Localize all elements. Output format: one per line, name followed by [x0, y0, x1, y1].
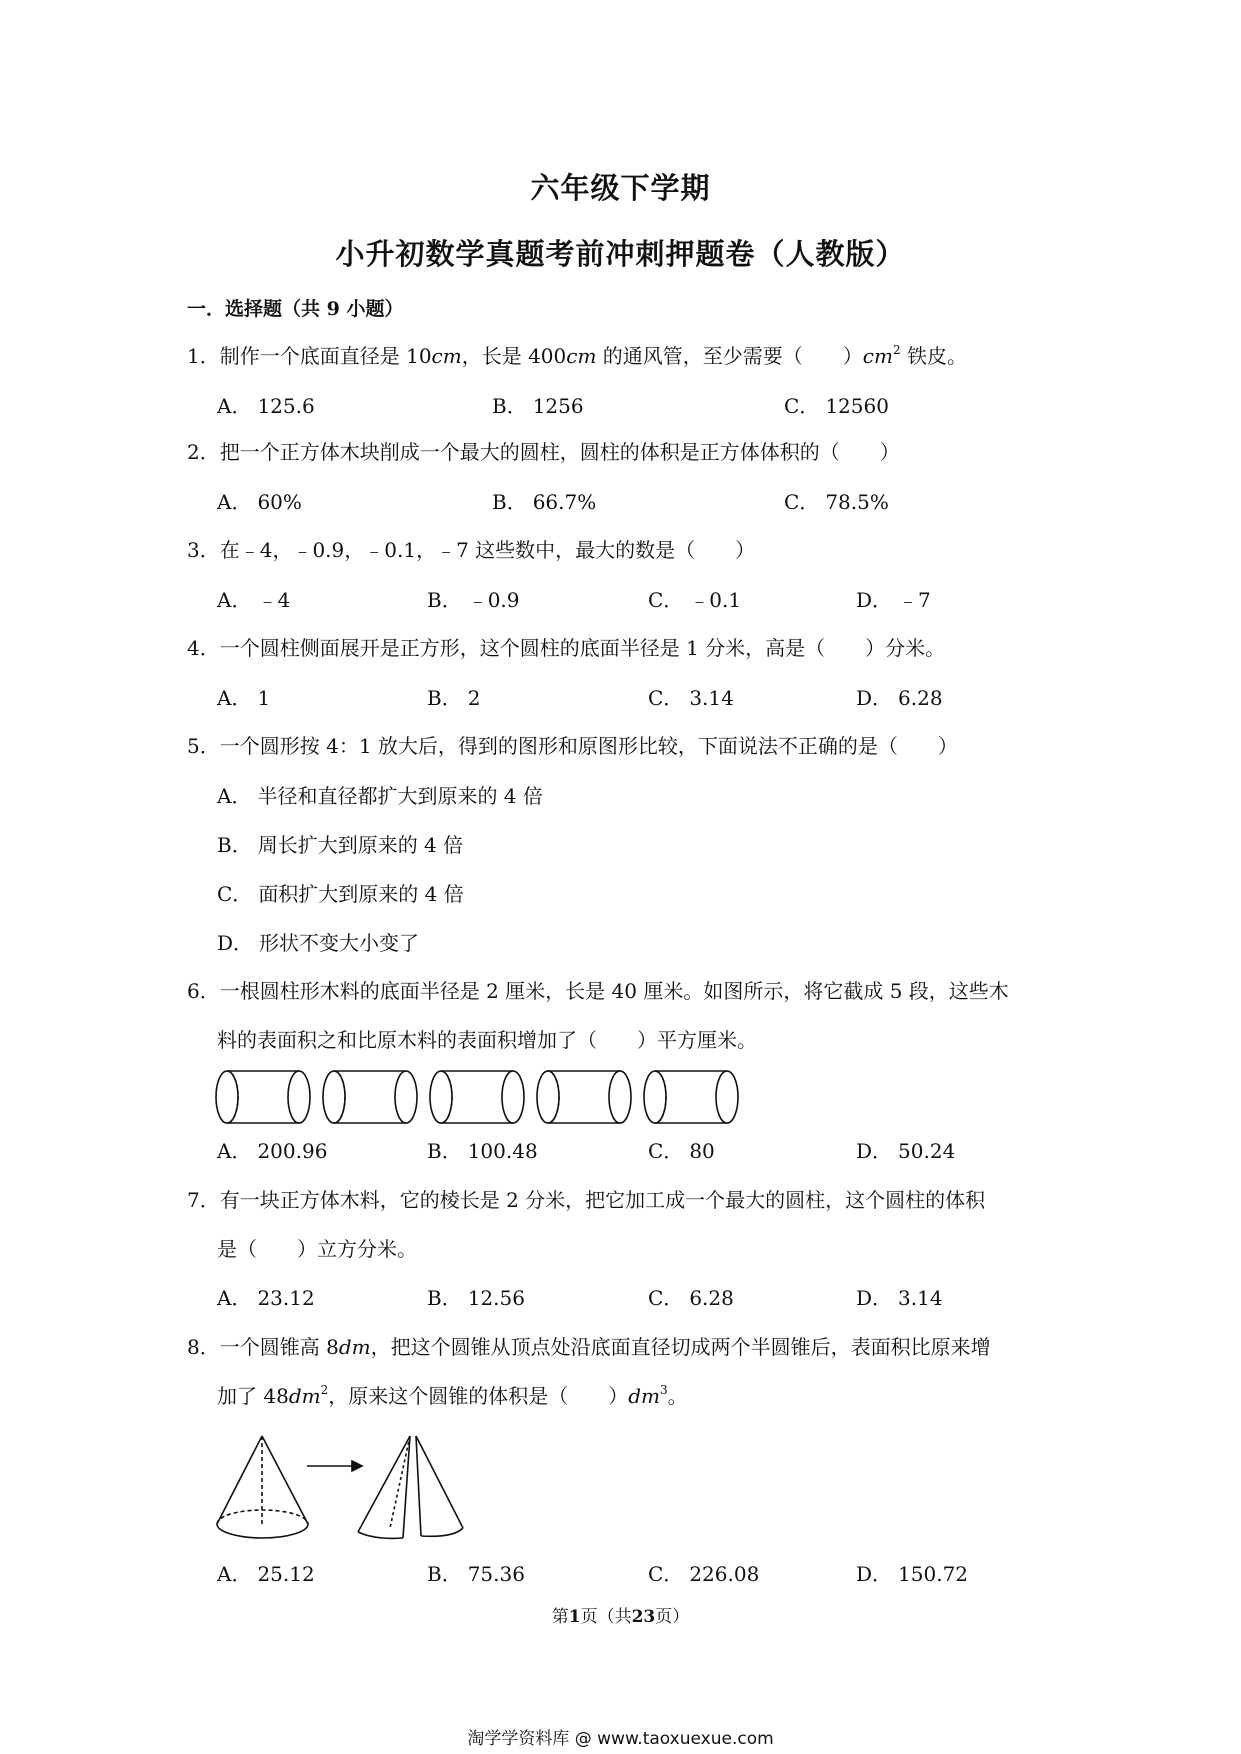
- q5-option-d: D． 形状不变大小变了: [217, 931, 420, 955]
- question-7: 7．有一块正方体木料，它的棱长是 2 分米，把它加工成一个最大的圆柱，这个圆柱的体积: [187, 1188, 986, 1212]
- q8-option-c: C． 226.08: [648, 1562, 760, 1586]
- title-line-2: 小升初数学真题考前冲刺押题卷（人教版）: [335, 237, 906, 271]
- question-number: 1．: [187, 344, 220, 368]
- q7-option-a: A． 23.12: [217, 1286, 315, 1310]
- question-7-line-2: 是（ ）立方分米。: [217, 1237, 417, 1261]
- question-6: 6．一根圆柱形木料的底面半径是 2 厘米，长是 40 厘米。如图所示，将它截成 5 段，这些木: [187, 979, 1009, 1003]
- q4-option-b: B． 2: [427, 686, 481, 710]
- watermark: 淘学学资料库 @ www.taoxuexue.com: [467, 1729, 774, 1749]
- cylinder-segment-2: [323, 1071, 417, 1123]
- cylinder-segments-figure: [215, 1066, 745, 1128]
- half-cone-right: [416, 1436, 463, 1536]
- q8-option-b: B． 75.36: [427, 1562, 525, 1586]
- cylinder-segment-3: [430, 1071, 524, 1123]
- q4-option-c: C． 3.14: [648, 686, 734, 710]
- question-5: 5．一个圆形按 4：1 放大后，得到的图形和原图形比较，下面说法不正确的是（ ）: [187, 734, 958, 758]
- question-8-line-2: 加了 $48dm^2$，原来这个圆锥的体积是（ ）$dm^3$。: [217, 1383, 688, 1408]
- q1-option-a: A． 125.6: [217, 394, 315, 418]
- q3-option-d: D． ﹣7: [856, 588, 931, 612]
- q3-option-c: C． ﹣0.1: [648, 588, 742, 612]
- cylinder-segment-4: [537, 1071, 631, 1123]
- cylinder-segment-1: [216, 1071, 310, 1123]
- q6-option-c: C． 80: [648, 1139, 715, 1163]
- q7-option-d: D． 3.14: [856, 1286, 943, 1310]
- question-2: 2．把一个正方体木块削成一个最大的圆柱，圆柱的体积是正方体体积的（ ）: [187, 440, 900, 464]
- section-heading: 一．选择题（共 9 小题）: [187, 298, 404, 320]
- cone-whole: [217, 1436, 308, 1538]
- q6-option-d: D． 50.24: [856, 1139, 956, 1163]
- arrow-icon: [307, 1461, 362, 1471]
- q1-option-b: B． 1256: [492, 394, 584, 418]
- title-line-1: 六年级下学期: [530, 171, 711, 205]
- question-8: 8．一个圆锥高 8dm，把这个圆锥从顶点处沿底面直径切成两个半圆锥后，表面积比原来增: [187, 1335, 991, 1359]
- q6-option-b: B． 100.48: [427, 1139, 538, 1163]
- q8-option-a: A． 25.12: [217, 1562, 315, 1586]
- q5-option-a: A． 半径和直径都扩大到原来的 4 倍: [217, 784, 543, 808]
- q5-option-b: B． 周长扩大到原来的 4 倍: [217, 833, 464, 857]
- q6-option-a: A． 200.96: [217, 1139, 328, 1163]
- question-6-line-2: 料的表面积之和比原木料的表面积增加了（ ）平方厘米。: [217, 1028, 757, 1052]
- q1-option-c: C． 12560: [784, 394, 889, 418]
- question-1: 1．制作一个底面直径是 10cm，长是 400cm 的通风管，至少需要（ ）$cm^2$ 铁皮。: [187, 343, 967, 368]
- q8-option-d: D． 150.72: [856, 1562, 969, 1586]
- cylinder-segment-5: [644, 1071, 738, 1123]
- q4-option-d: D． 6.28: [856, 686, 943, 710]
- page-number: 第1页（共23页）: [551, 1607, 690, 1627]
- cone-cut-figure: [215, 1432, 475, 1544]
- question-3: 3．在﹣4，﹣0.9，﹣0.1，﹣7 这些数中，最大的数是（ ）: [187, 538, 756, 562]
- q4-option-a: A． 1: [217, 686, 271, 710]
- q2-option-a: A． 60%: [217, 490, 302, 514]
- q2-option-c: C． 78.5%: [784, 490, 889, 514]
- q7-option-c: C． 6.28: [648, 1286, 734, 1310]
- half-cone-left: [358, 1436, 410, 1538]
- q7-option-b: B． 12.56: [427, 1286, 525, 1310]
- q2-option-b: B． 66.7%: [492, 490, 597, 514]
- q3-option-a: A． ﹣4: [217, 588, 291, 612]
- question-4: 4．一个圆柱侧面展开是正方形，这个圆柱的底面半径是 1 分米，高是（ ）分米。: [187, 636, 946, 660]
- q3-option-b: B． ﹣0.9: [427, 588, 520, 612]
- q5-option-c: C． 面积扩大到原来的 4 倍: [217, 882, 464, 906]
